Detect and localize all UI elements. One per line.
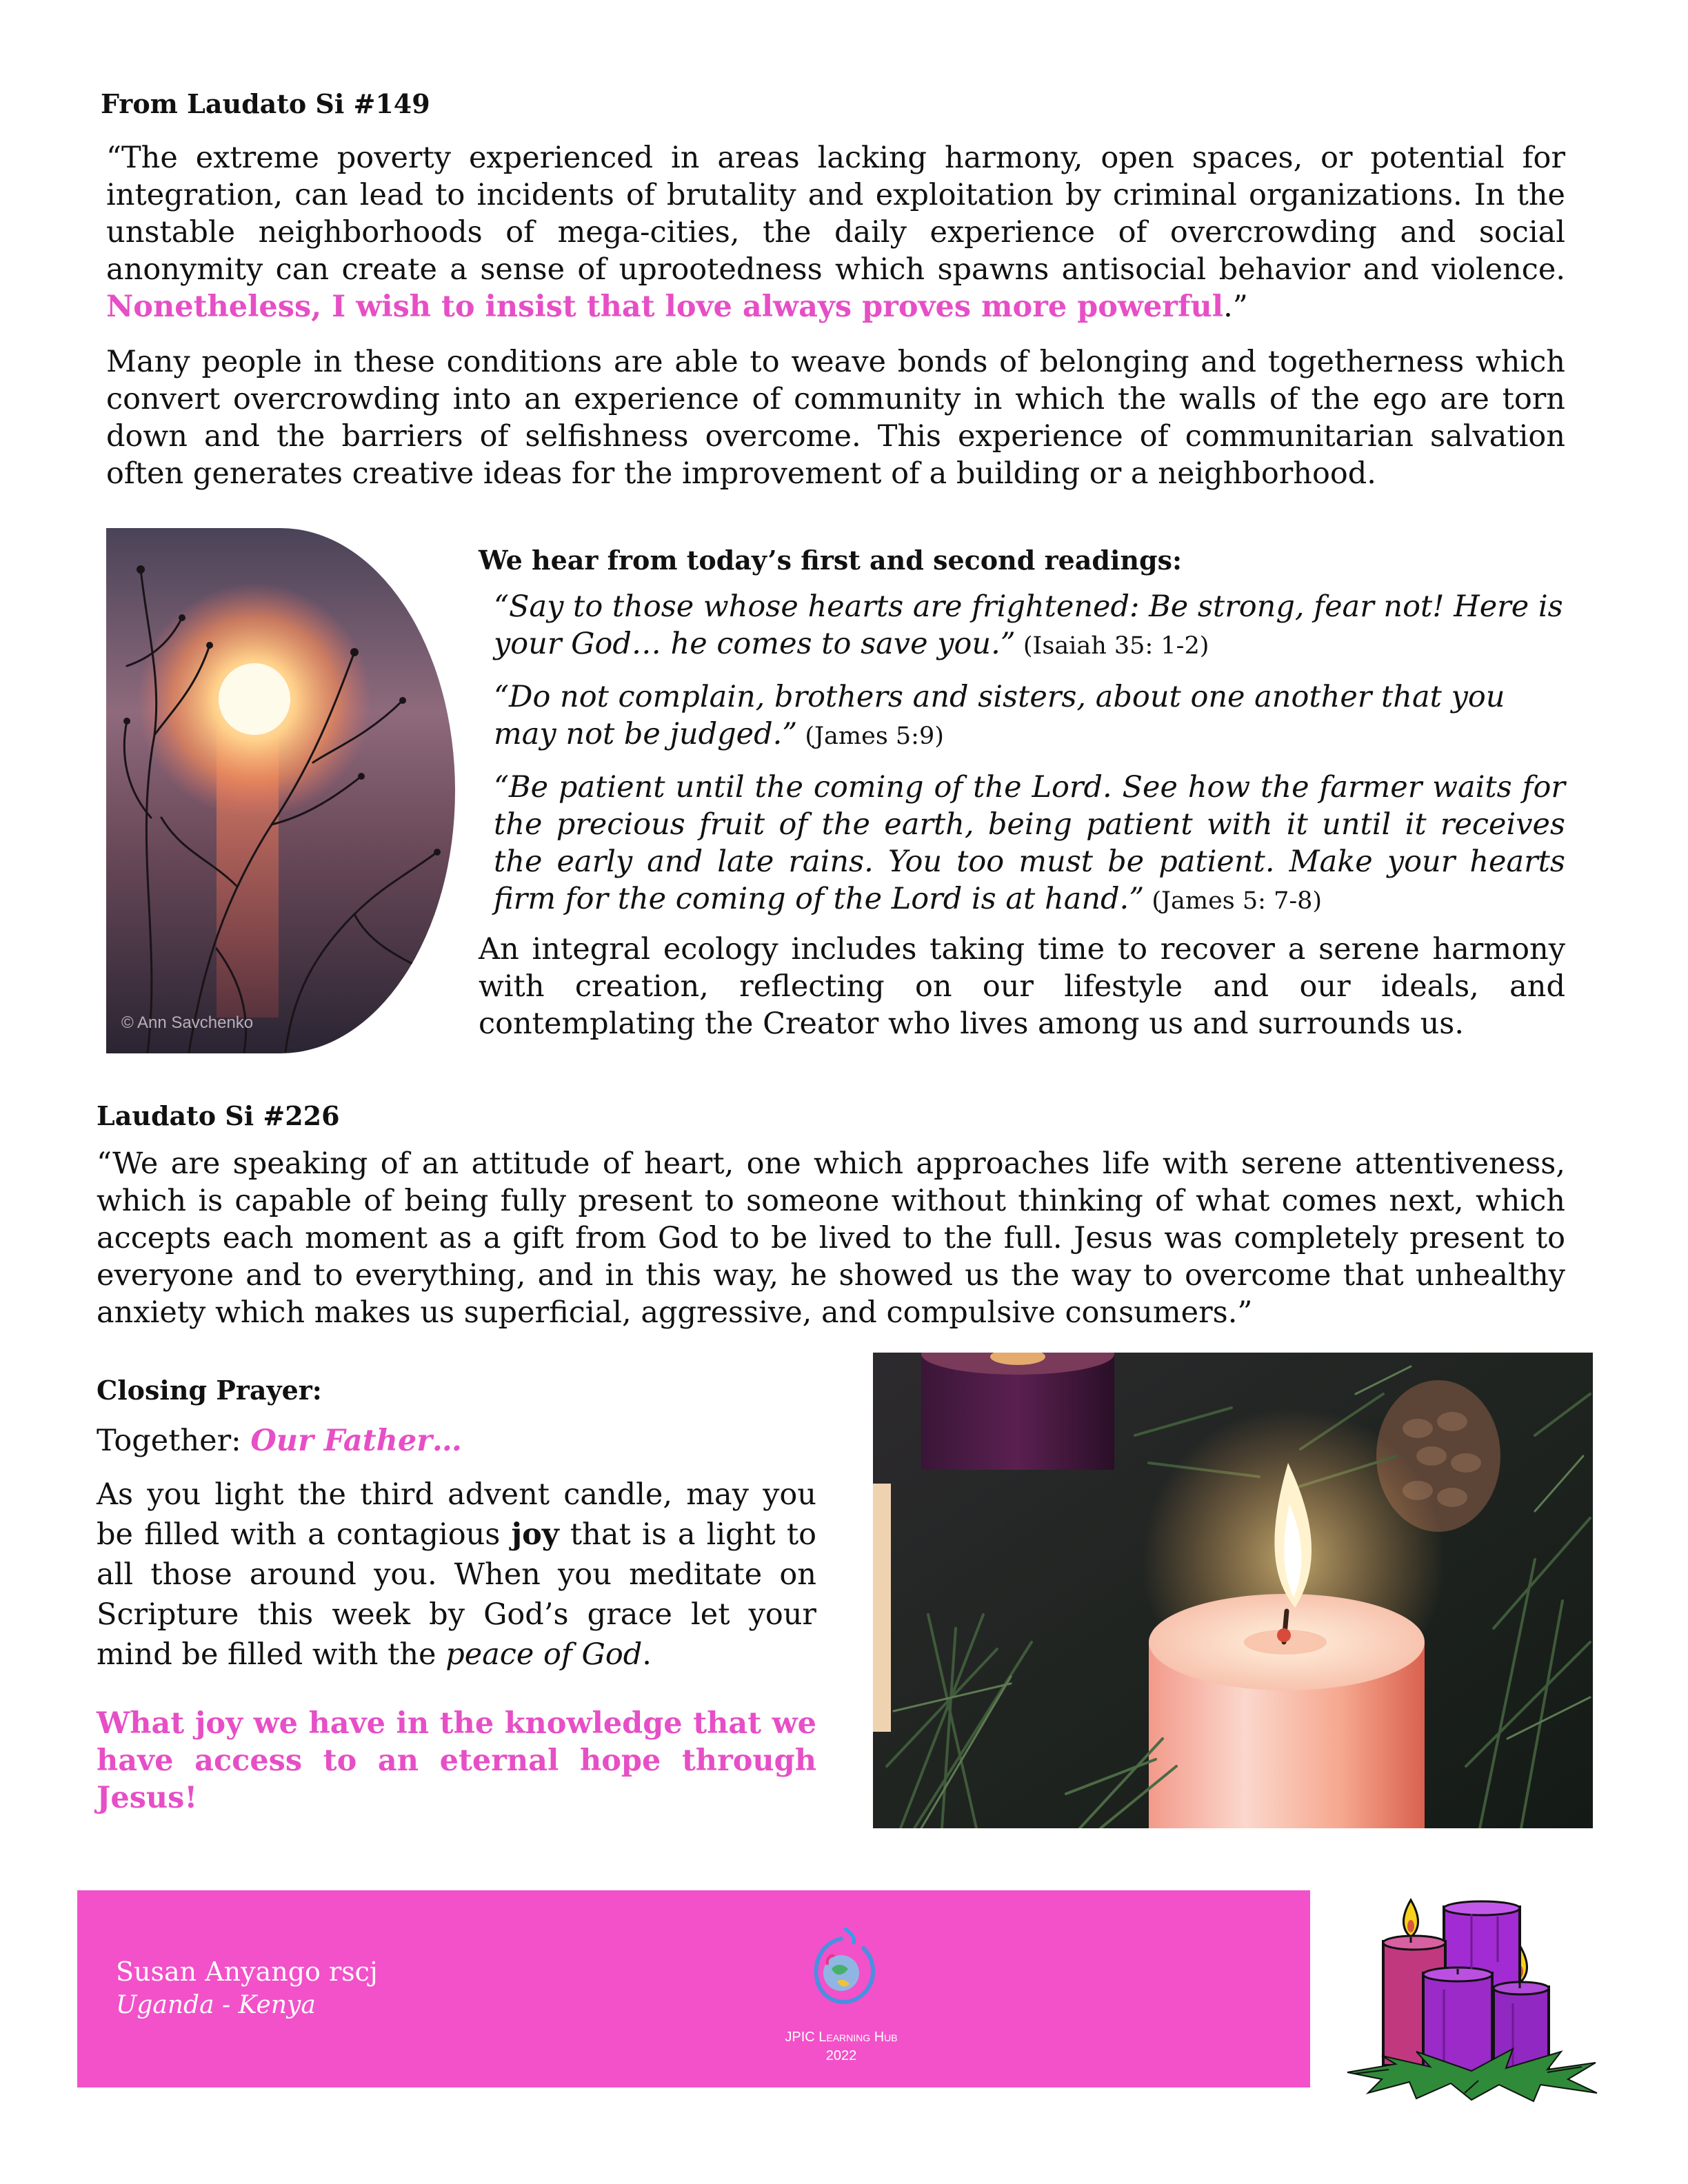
reading-quote-text: “Be patient until the coming of the Lord. See how the farmer waits for the precious fruit of the earth, being patient with it until it receives the early and late rains. You too must be patient. Make your hearts firm for the coming of the Lord is at hand.” [494,770,1565,916]
closing-prayer-section [97,1375,816,1817]
readings-closing: An integral ecology includes taking time to recover a serene harmony with creation, reflecting on our lifestyle and our ideals, and contemplating the Creator who lives among us and surrounds us. [479,932,1565,1041]
reading-quote-ref: (James 5:9) [797,722,944,750]
section-laudato-226 [97,1100,1565,1331]
reading-quotes [479,588,1565,920]
reading-quote-ref: (James 5: 7-8) [1144,887,1323,915]
hub-name: JPIC Learning Hub [785,2030,898,2045]
quote-end: .” [1223,290,1248,324]
reading-quote-ref: (Isaiah 35: 1-2) [1015,632,1209,660]
candle-photo [873,1353,1593,1828]
section-heading: From Laudato Si #149 [101,88,430,119]
prayer-joy: joy [511,1517,559,1552]
reading-quote [494,588,1565,665]
reading-quote [494,769,1565,920]
section-laudato-149 [101,88,1565,119]
advent-candles-illustration [1340,1886,1602,2104]
quote-highlight: Nonetheless, I wish to insist that love always proves more powerful [106,290,1224,324]
closing-line: What joy we have in the knowledge that we have access to an eternal hope through Jesus! [97,1706,816,1815]
jpic-logo [800,1923,883,2013]
closing-prayer-heading: Closing Prayer: [97,1375,322,1406]
prayer-peace: peace of God [445,1637,643,1672]
together-line [97,1422,816,1459]
together-label: Together: [97,1424,251,1458]
laudato-226-quote: “We are speaking of an attitude of heart, one which approaches life with serene attentiveness, which is capable of being fully present to someone without thinking of what comes next, which accepts each moment as a gift from God to be lived to the full. Jesus was completely present to everyone and to everything, and in this way, he showed us the way to overcome that unhealthy anxiety which makes us superficial, aggressive, and compulsive consumers.” [97,1146,1565,1330]
photo-credit: © Ann Savchenko [121,1013,254,1032]
footer-location: Uganda - Kenya [116,1991,316,2019]
sunset-branches-image [106,528,455,1053]
quote-text: “The extreme poverty experienced in areas lacking harmony, open spaces, or potential for integration, can lead to incidents of brutality and exploitation by criminal organizations. In the unstable neighborhoods of mega-cities, the daily experience of overcrowding and social anonymity can create a sense of uprootedness which spawns antisocial behavior and violence. [106,141,1565,287]
reading-quote [494,678,1565,755]
reading-quote-text: “Do not complain, brothers and sisters, about one another that you may not be judged.” [494,680,1505,751]
reading-quote-text: “Say to those whose hearts are frightened: Be strong, fear not! Here is your God… he comes to save you.” [494,589,1563,661]
footer-author: Susan Anyango rscj [116,1957,378,1987]
advent-candle-image [873,1353,1593,1828]
advent-candles-icon [1340,1886,1602,2104]
prayer-text: As you light the third advent candle, may you be filled with a contagious [97,1477,816,1552]
readings-section [479,545,1565,1042]
jpic-hub-label [765,2028,917,2065]
section-heading: Laudato Si #226 [97,1100,340,1131]
laudato-149-quote [106,139,1565,325]
paragraph-text: Many people in these conditions are able to weave bonds of belonging and togetherness which convert overcrowding into an experience of community in which the walls of the ego are torn down and the barriers of selfishness overcome. This experience of communitarian salvation often generates creative ideas for the improvement of a building or a neighborhood. [106,345,1565,491]
jpic-logo-icon [800,1923,883,2013]
prayer-text: that is a light to all those around you. When you meditate on Scripture this week by God’s grace let your mind be filled with the [97,1517,816,1672]
sunset-photo [106,528,455,1053]
together-prayer: Our Father… [250,1424,462,1458]
hub-year: 2022 [825,2048,857,2063]
readings-heading: We hear from today’s first and second readings: [479,545,1183,576]
prayer-paragraph [97,1475,816,1675]
footer-band [77,1890,1310,2087]
laudato-149-paragraph [106,343,1565,492]
prayer-text: . [642,1637,652,1672]
